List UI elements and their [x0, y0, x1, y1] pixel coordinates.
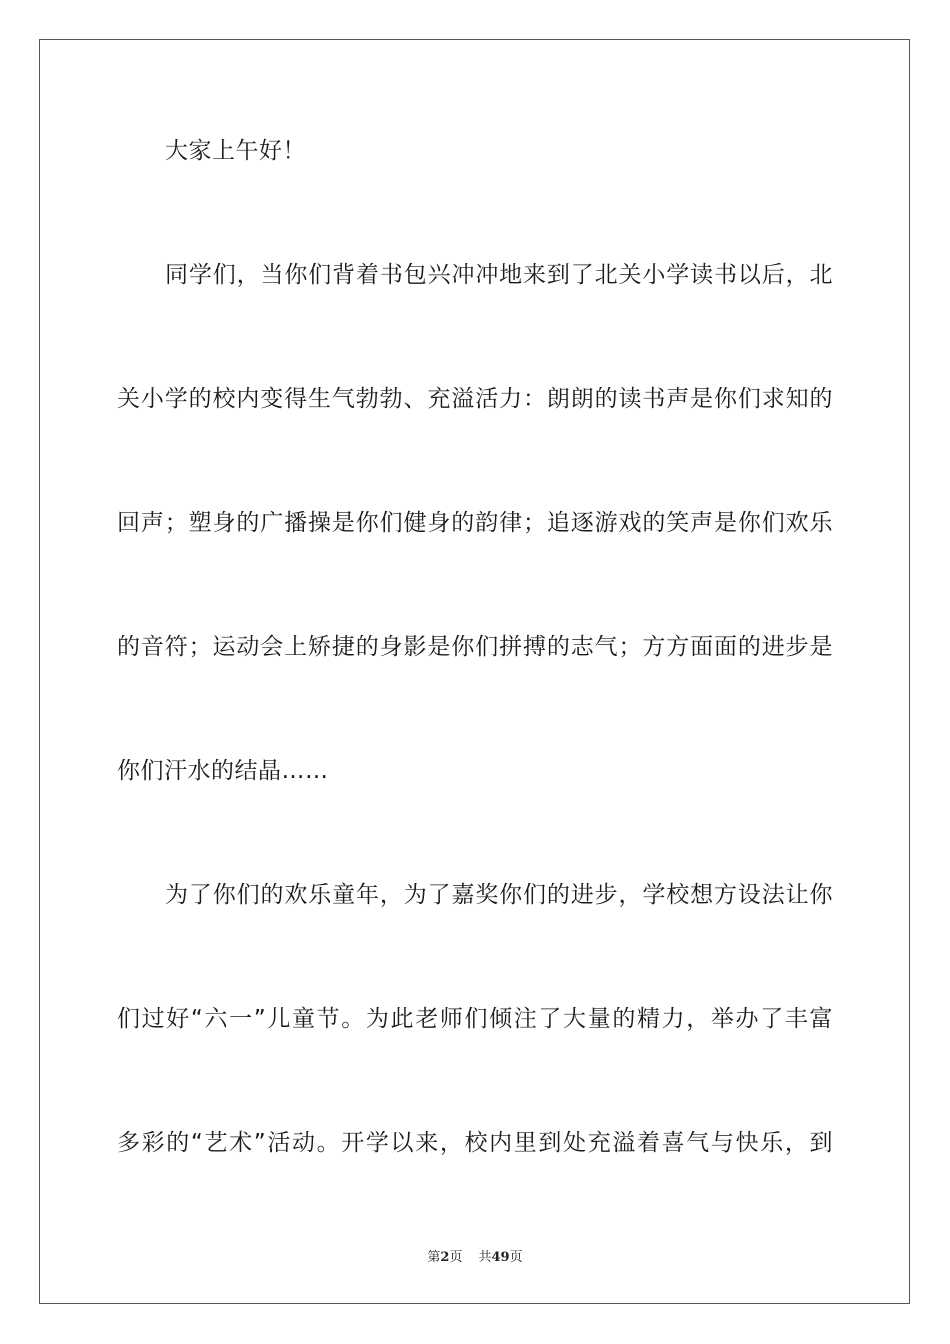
- page-suffix: 页: [449, 1250, 463, 1265]
- paragraph-line: 们过好“六一”儿童节。为此老师们倾注了大量的精力，举办了丰富: [117, 1006, 833, 1032]
- page-footer: [0, 1246, 950, 1265]
- total-prefix: 共: [478, 1250, 492, 1265]
- paragraph-line: 回声；塑身的广播操是你们健身的韵律；追逐游戏的笑声是你们欢乐: [117, 510, 833, 536]
- page-prefix: 第: [427, 1250, 441, 1265]
- paragraph-line: 多彩的“艺术”活动。开学以来，校内里到处充溢着喜气与快乐，到: [117, 1130, 833, 1156]
- paragraph-greeting: 大家上午好！: [165, 138, 306, 164]
- paragraph-line: 关小学的校内变得生气勃勃、充溢活力：朗朗的读书声是你们求知的: [117, 386, 833, 412]
- page-number: 2: [440, 1250, 450, 1265]
- paragraph-line: 的音符；运动会上矫捷的身影是你们拼搏的志气；方方面面的进步是: [117, 634, 833, 660]
- total-suffix: 页: [509, 1250, 523, 1265]
- paragraph-line: 你们汗水的结晶……: [117, 758, 329, 784]
- page-frame: [39, 39, 910, 1304]
- paragraph-line: 同学们，当你们背着书包兴冲冲地来到了北关小学读书以后，北: [165, 262, 833, 288]
- total-pages: 49: [491, 1250, 510, 1265]
- paragraph-line: 为了你们的欢乐童年，为了嘉奖你们的进步，学校想方设法让你: [165, 882, 833, 908]
